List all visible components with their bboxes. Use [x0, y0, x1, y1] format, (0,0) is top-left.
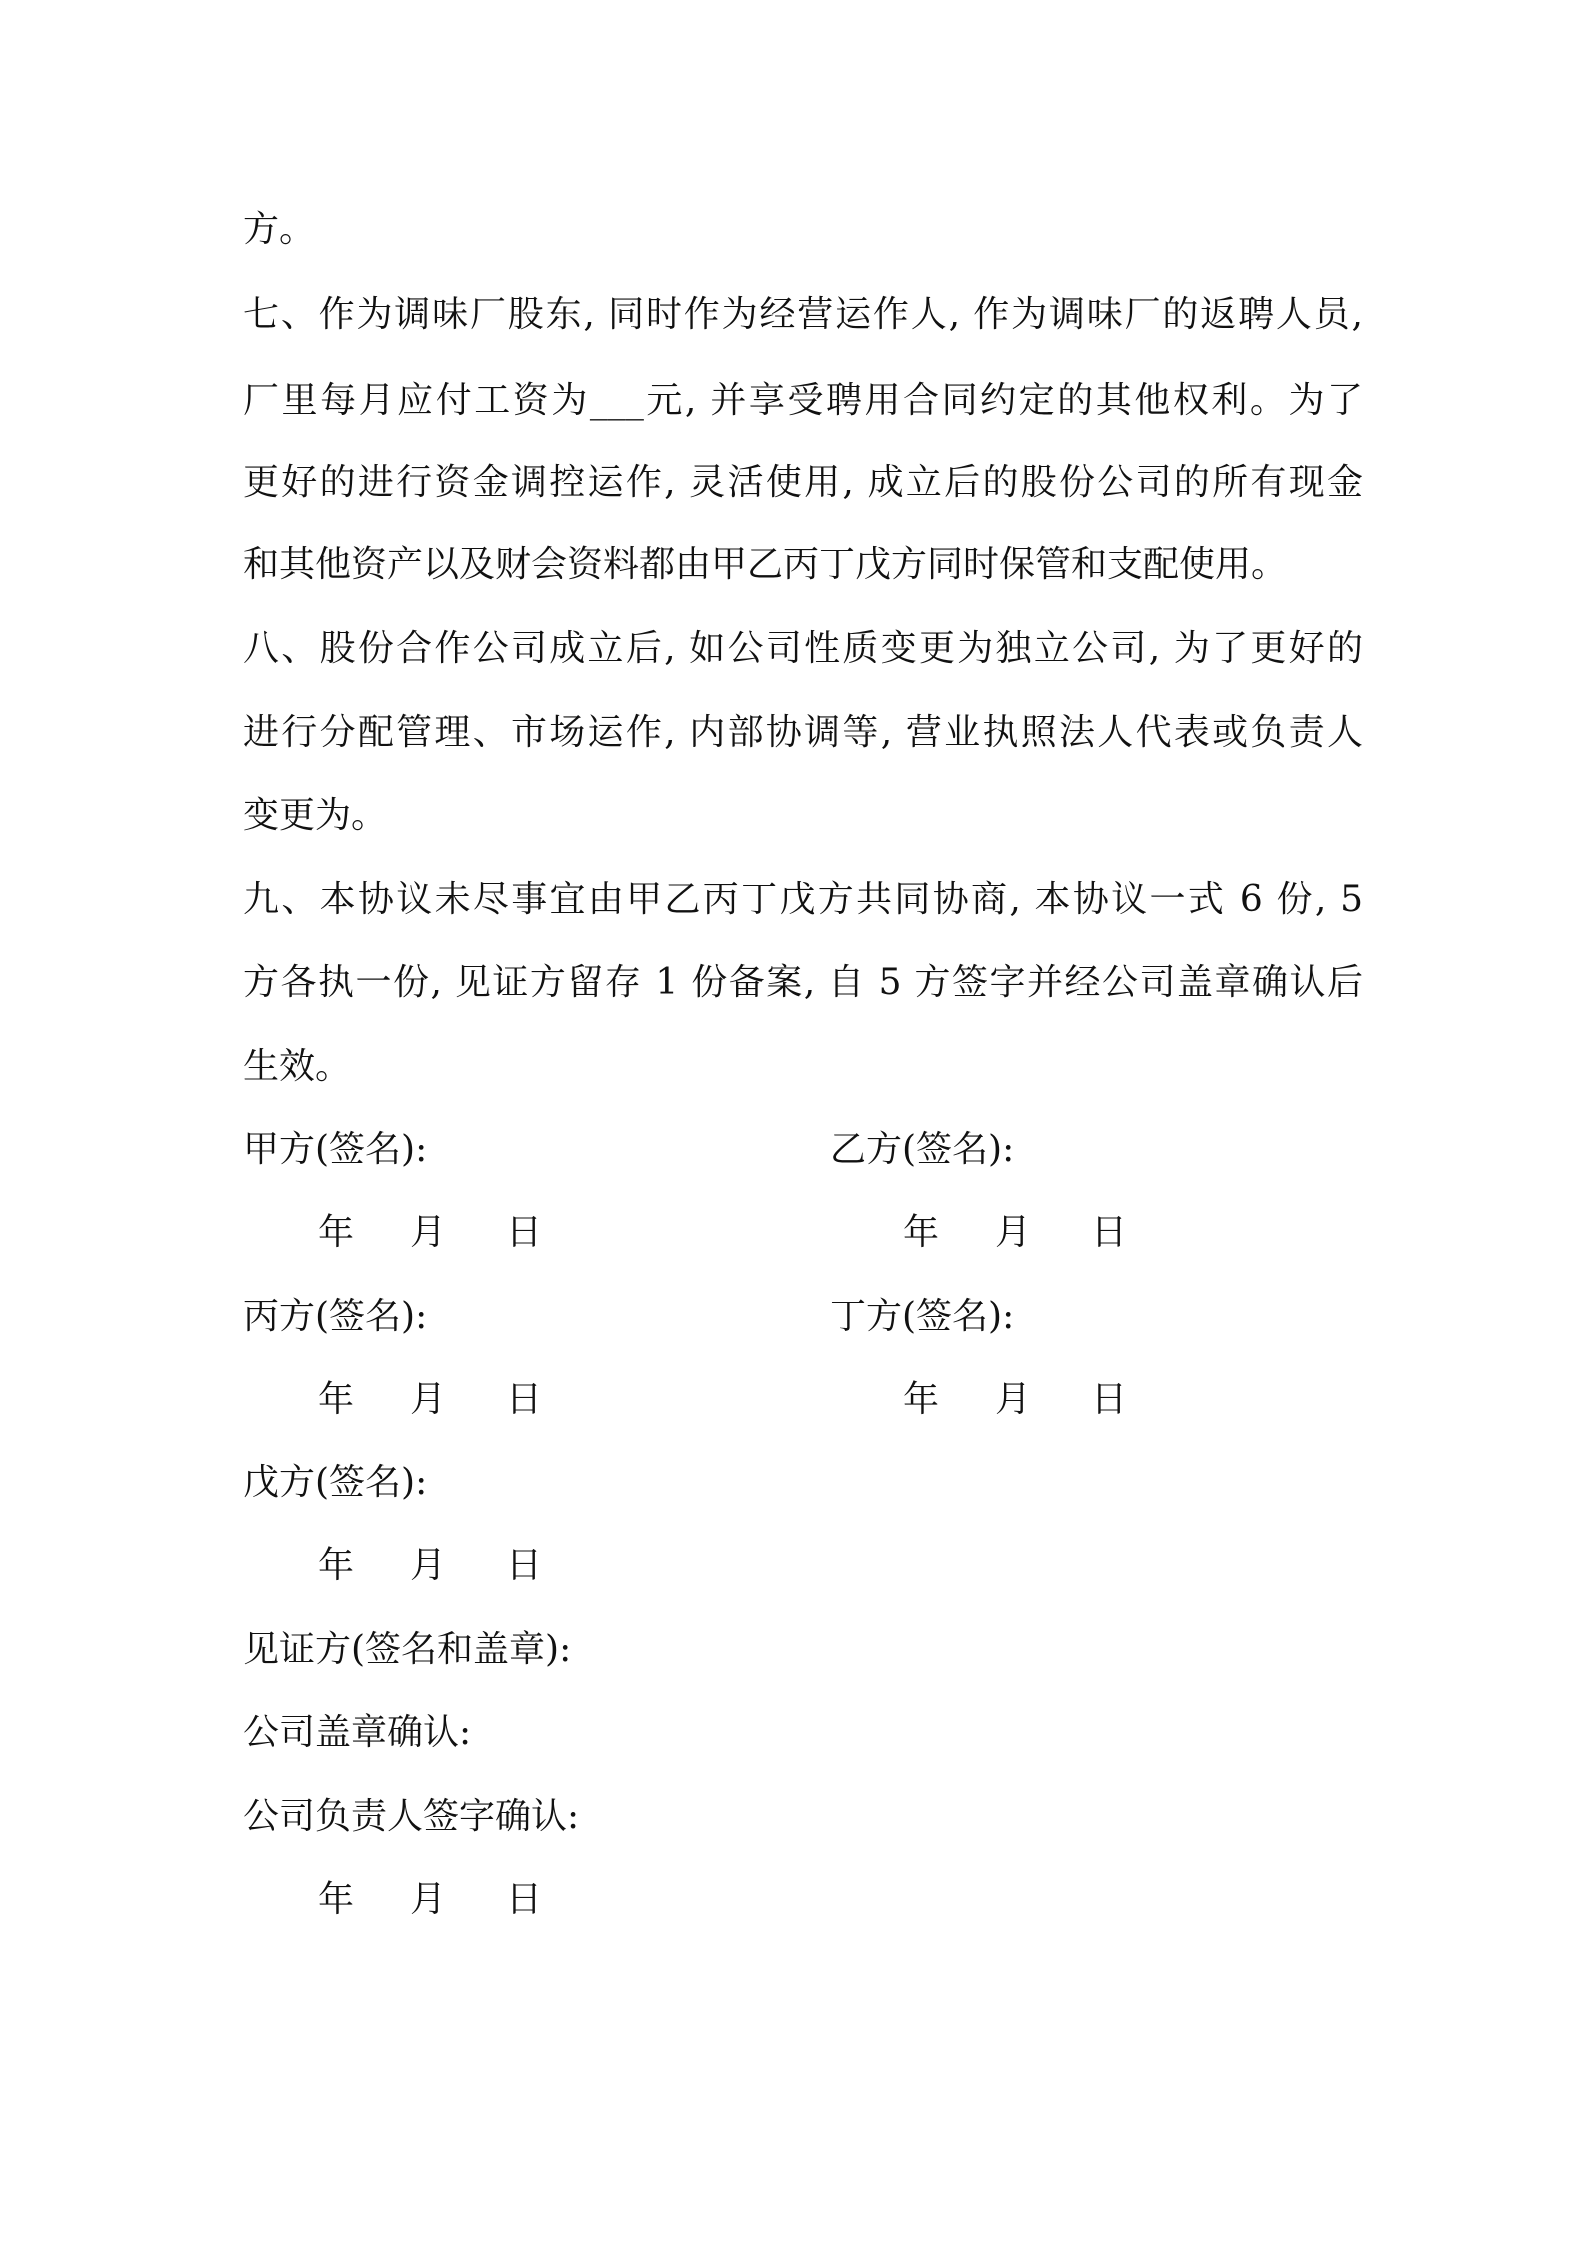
clause-7-line-3: 更好的进行资金调控运作, 灵活使用, 成立后的股份公司的所有现金	[243, 462, 1363, 503]
clause-7-line-4: 和其他资产以及财会资料都由甲乙丙丁戊方同时保管和支配使用。	[243, 544, 1288, 585]
date-year-label: 年	[903, 1379, 940, 1420]
date-year-label: 年	[318, 1212, 355, 1253]
clause-9-line-3: 生效。	[243, 1046, 352, 1087]
clause-7-line-2: 厂里每月应付工资为___元, 并享受聘用合同约定的其他权利。为了	[243, 380, 1363, 421]
paragraph-6-ending: 方。	[243, 209, 316, 250]
clause-8-line-2: 进行分配管理、市场运作, 内部协调等, 营业执照法人代表或负责人	[243, 712, 1363, 753]
date-day-label: 日	[1091, 1379, 1128, 1420]
date-year-label: 年	[318, 1379, 355, 1420]
date-month-label: 月	[410, 1545, 447, 1586]
party-c-signature-label: 丙方(签名):	[243, 1296, 428, 1337]
clause-8-line-1: 八、股份合作公司成立后, 如公司性质变更为独立公司, 为了更好的	[243, 628, 1363, 669]
clause-9-line-1: 九、本协议未尽事宜由甲乙丙丁戊方共同协商, 本协议一式 6 份, 5	[243, 879, 1363, 920]
date-year-label: 年	[318, 1879, 355, 1920]
date-day-label: 日	[506, 1545, 543, 1586]
witness-signature-label: 见证方(签名和盖章):	[243, 1629, 572, 1670]
date-day-label: 日	[506, 1212, 543, 1253]
clause-7-line-1: 七、作为调味厂股东, 同时作为经营运作人, 作为调味厂的返聘人员,	[243, 294, 1363, 335]
date-day-label: 日	[506, 1379, 543, 1420]
party-a-signature-label: 甲方(签名):	[243, 1129, 428, 1170]
date-month-label: 月	[410, 1379, 447, 1420]
date-day-label: 日	[506, 1879, 543, 1920]
company-head-signature-label: 公司负责人签字确认:	[243, 1796, 580, 1837]
date-day-label: 日	[1091, 1212, 1128, 1253]
clause-8-line-3: 变更为。	[243, 795, 388, 836]
date-month-label: 月	[995, 1212, 1032, 1253]
date-year-label: 年	[903, 1212, 940, 1253]
party-e-signature-label: 戊方(签名):	[243, 1462, 428, 1503]
party-d-signature-label: 丁方(签名):	[830, 1296, 1015, 1337]
party-b-signature-label: 乙方(签名):	[830, 1129, 1015, 1170]
date-year-label: 年	[318, 1545, 355, 1586]
clause-9-line-2: 方各执一份, 见证方留存 1 份备案, 自 5 方签字并经公司盖章确认后	[243, 962, 1363, 1003]
date-month-label: 月	[410, 1212, 447, 1253]
date-month-label: 月	[995, 1379, 1032, 1420]
date-month-label: 月	[410, 1879, 447, 1920]
company-seal-label: 公司盖章确认:	[243, 1712, 472, 1753]
